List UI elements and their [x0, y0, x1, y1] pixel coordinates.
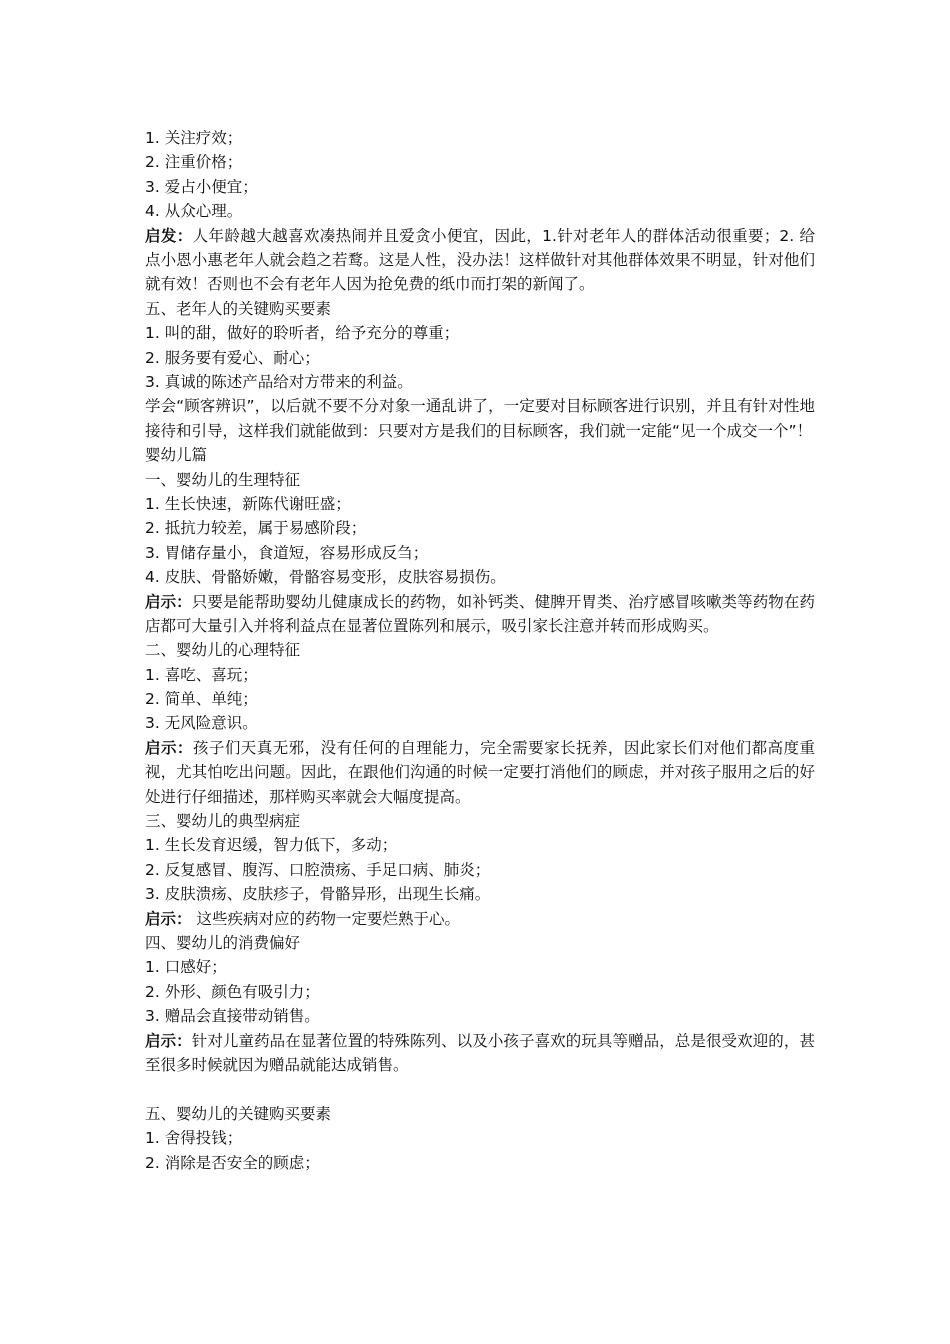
- insight-paragraph: [145, 1029, 815, 1078]
- document-page: [145, 126, 815, 1175]
- insight-label: 启发：: [145, 226, 193, 245]
- list-item: 1. 喜吃、喜玩；: [145, 665, 258, 684]
- insight-text: 只要是能帮助婴幼儿健康成长的药物，如补钙类、健脾开胃类、治疗感冒咳嗽类等药物在药店都可大量引入并将利益点在显著位置陈列和展示，吸引家长注意并转而形成购买。: [145, 592, 815, 635]
- insight-paragraph: [145, 224, 815, 297]
- list-item: 3. 胃储存量小，食道短，容易形成反刍；: [145, 543, 429, 562]
- list-item: 1. 生长快速，新陈代谢旺盛；: [145, 494, 351, 513]
- list-item: 4. 皮肤、骨骼娇嫩，骨骼容易变形，皮肤容易损伤。: [145, 568, 506, 587]
- insight-text: 孩子们天真无邪，没有任何的自理能力，完全需要家长抚养，因此家长们对他们都高度重视，尤其怕吃出问题。因此，在跟他们沟通的时候一定要打消他们的顾虑，并对孩子服用之后的好处进行仔细描述，那样购买率就会大幅度提高。: [145, 738, 815, 806]
- list-item: 3. 无风险意识。: [145, 714, 258, 733]
- list-item: 1. 生长发育迟缓，智力低下，多动；: [145, 836, 398, 855]
- section-heading: 四、婴幼儿的消费偏好: [145, 934, 301, 953]
- section-heading: 五、婴幼儿的关键购买要素: [145, 1104, 332, 1123]
- list-item: 2. 反复感冒、腹泻、口腔溃疡、手足口病、肺炎；: [145, 860, 491, 879]
- section-heading: 二、婴幼儿的心理特征: [145, 641, 301, 660]
- list-item: 2. 注重价格；: [145, 153, 243, 172]
- list-item: 1. 口感好；: [145, 958, 227, 977]
- insight-label: 启示：: [145, 592, 192, 611]
- part-title: 婴幼儿篇: [145, 446, 208, 465]
- insight-paragraph: [145, 736, 815, 809]
- list-item: 2. 抵抗力较差，属于易感阶段；: [145, 519, 367, 538]
- insight-paragraph: [145, 590, 815, 639]
- insight-text: 人年龄越大越喜欢凑热闹并且爱贪小便宜，因此，1.针对老年人的群体活动很重要；2. 给点小恩小惠老年人就会趋之若鹜。这是人性，没办法！这样做针对其他群体效果不明显，针对他们就有效！否则也不会有老年人因为抢免费的纸巾而打架的新闻了。: [145, 226, 815, 294]
- list-item: 2. 外形、颜色有吸引力；: [145, 982, 320, 1001]
- list-item: 1. 舍得投钱；: [145, 1129, 243, 1148]
- list-item: 1. 关注疗效；: [145, 129, 243, 147]
- list-item: 2. 服务要有爱心、耐心；: [145, 348, 320, 367]
- section-heading: 三、婴幼儿的典型病症: [145, 812, 301, 831]
- list-item: 1. 叫的甜，做好的聆听者，给予充分的尊重；: [145, 324, 460, 343]
- section-heading: 五、老年人的关键购买要素: [145, 299, 332, 318]
- insight-label: 启示：: [145, 1031, 192, 1050]
- body-paragraph: 学会“顾客辨识”，以后就不要不分对象一通乱讲了，一定要对目标顾客进行识别，并且有针对性地接待和引导，这样我们就能做到：只要对方是我们的目标顾客，我们就一定能“见一个成交一个”！: [145, 397, 815, 440]
- list-item: 2. 消除是否安全的顾虑；: [145, 1153, 320, 1172]
- insight-label: 启示：: [145, 738, 193, 757]
- list-item: 2. 简单、单纯；: [145, 690, 258, 709]
- list-item: 3. 皮肤溃疡、皮肤疹子，骨骼异形，出现生长痛。: [145, 885, 491, 904]
- list-item: 3. 爱占小便宜；: [145, 177, 258, 196]
- list-item: 3. 真诚的陈述产品给对方带来的利益。: [145, 372, 413, 391]
- insight-text: 这些疾病对应的药物一定要烂熟于心。: [191, 909, 460, 928]
- insight-label: 启示：: [145, 909, 192, 928]
- insight-paragraph: [145, 907, 815, 931]
- list-item: 3. 赠品会直接带动销售。: [145, 1007, 320, 1026]
- blank-line: [145, 1077, 815, 1101]
- list-item: 4. 从众心理。: [145, 202, 243, 221]
- section-heading: 一、婴幼儿的生理特征: [145, 470, 301, 489]
- insight-text: 针对儿童药品在显著位置的特殊陈列、以及小孩子喜欢的玩具等赠品，总是很受欢迎的，甚至很多时候就因为赠品就能达成销售。: [145, 1031, 815, 1075]
